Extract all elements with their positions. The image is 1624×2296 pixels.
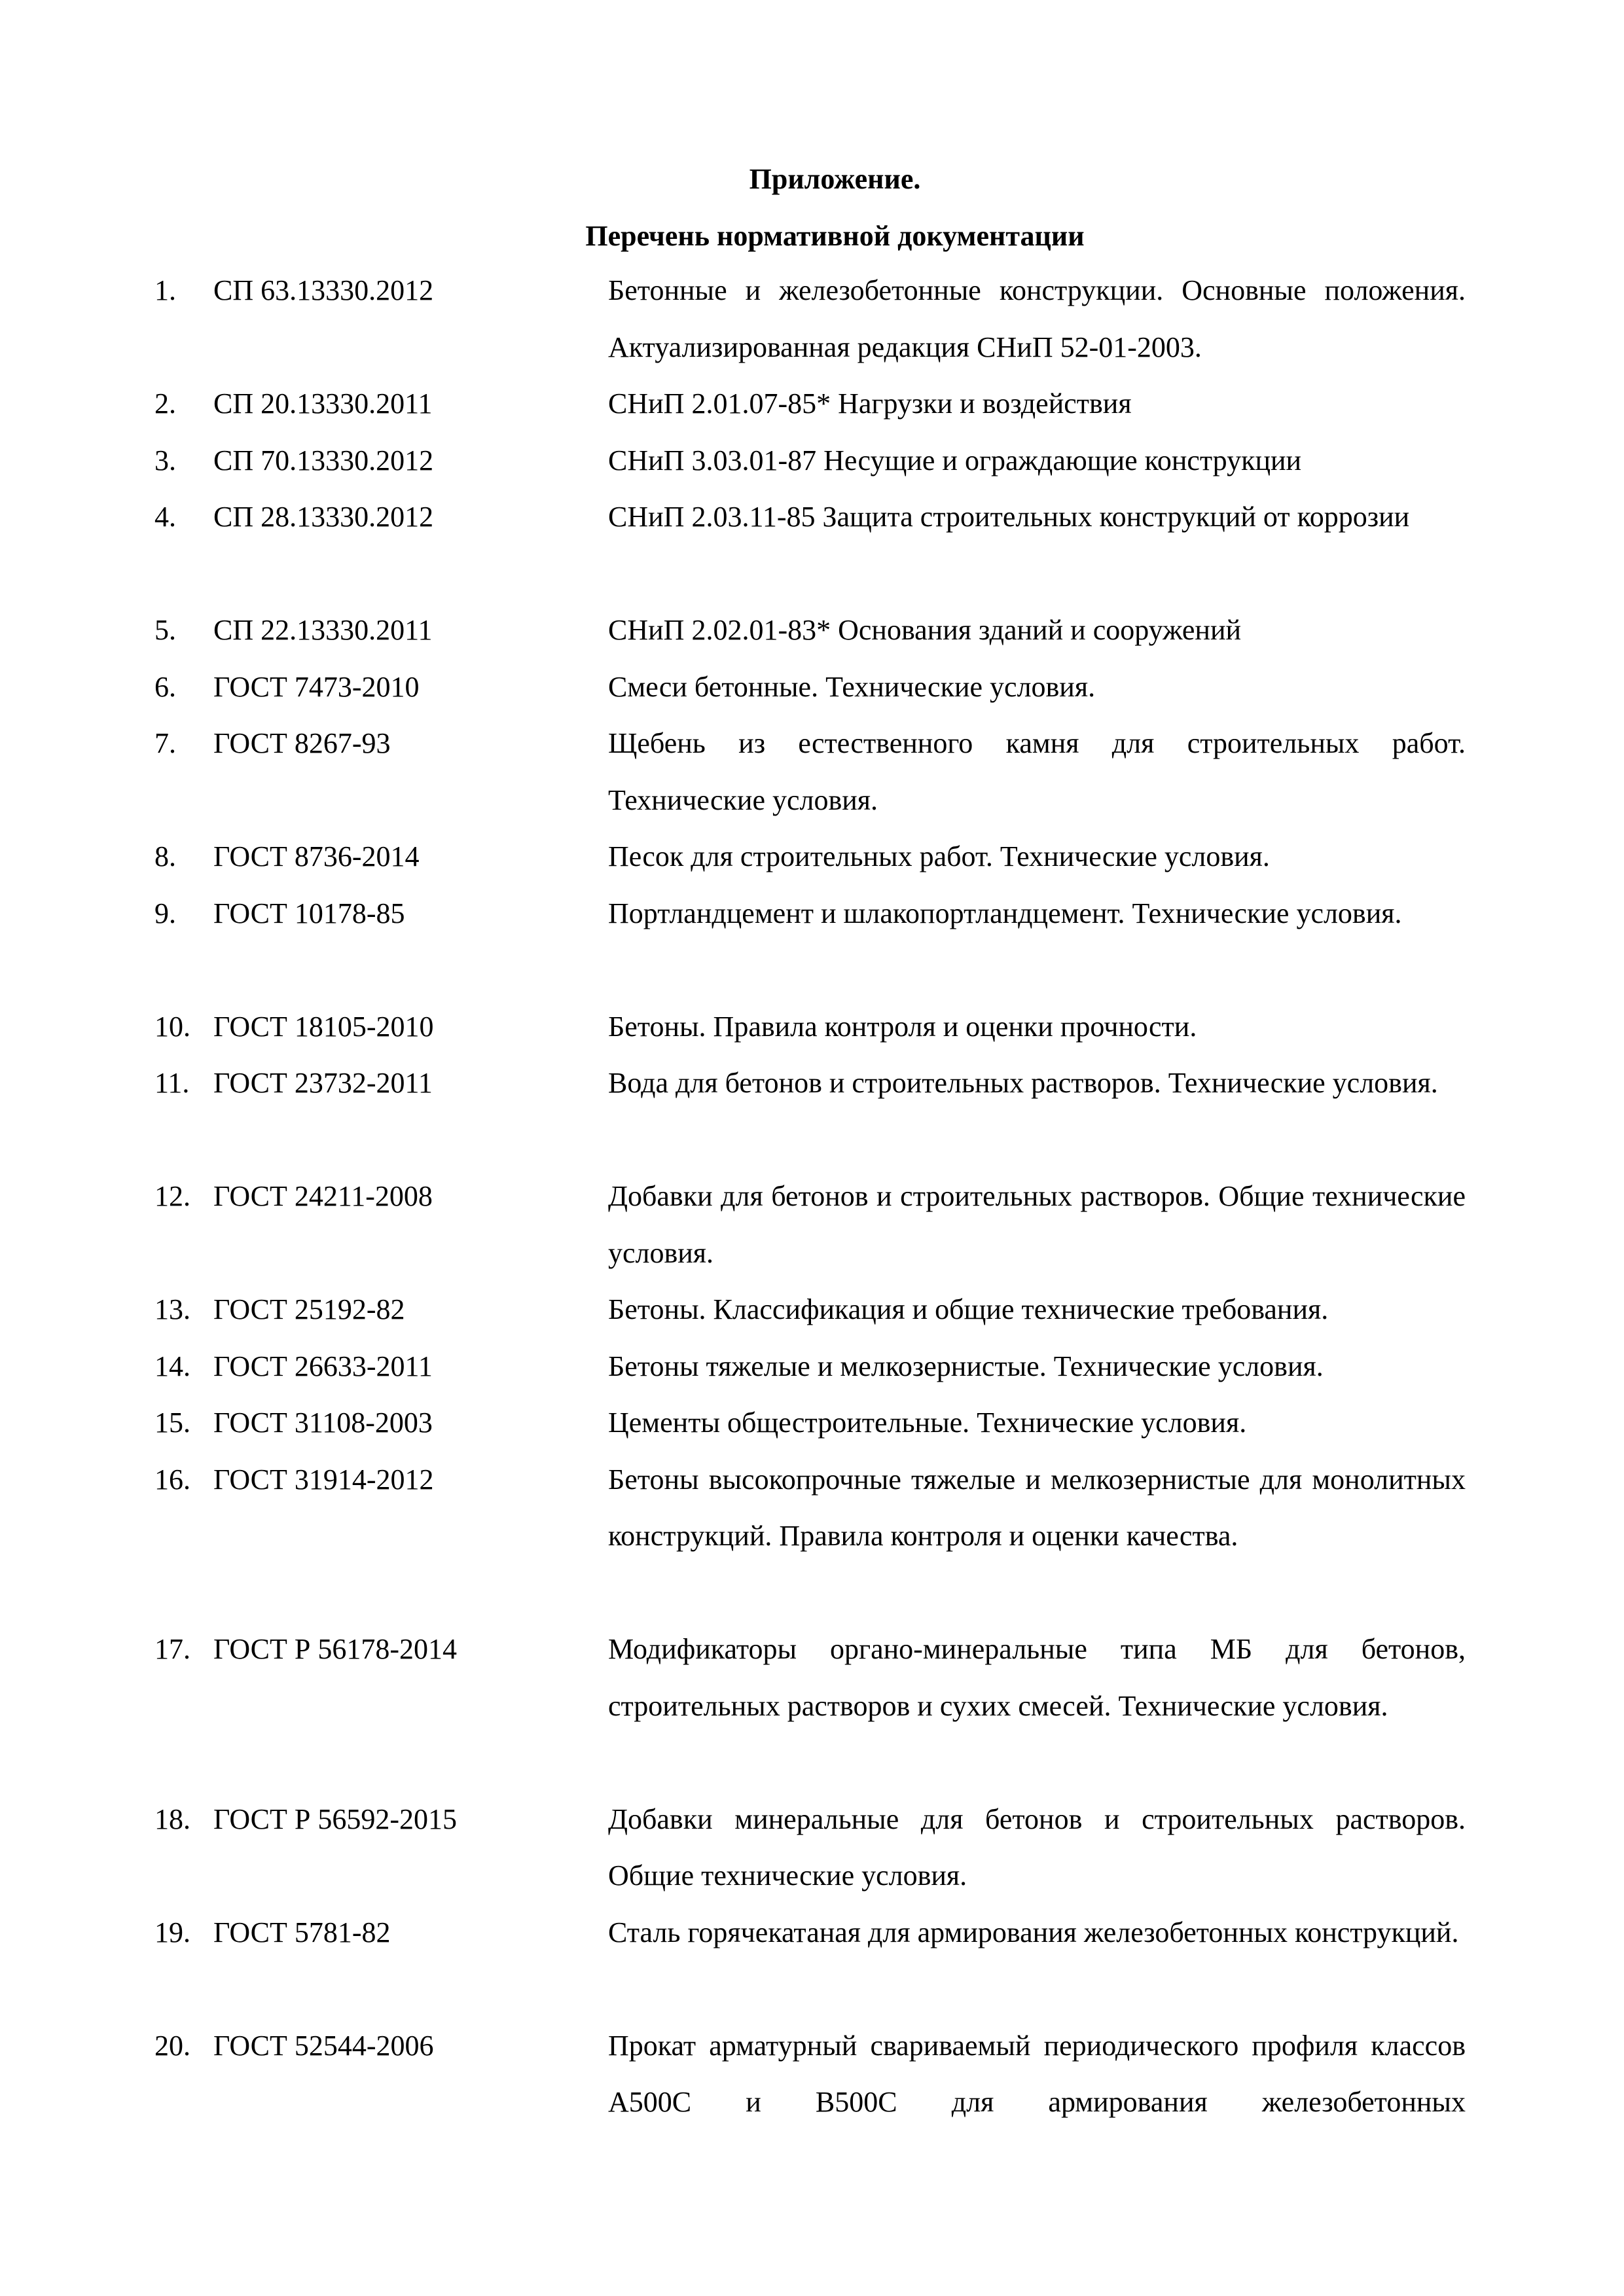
- entry-number: 6.: [154, 670, 176, 703]
- entry-title: Бетоны высокопрочные тяжелые и мелкозернистые для монолитных конструкций. Правила контроля и оценки качества.: [608, 1463, 1466, 1552]
- entry-title: Модификаторы органо-минеральные типа МБ для бетонов, строительных растворов и сухих смесей. Технические условия.: [608, 1633, 1466, 1722]
- entry-number: 8.: [154, 840, 176, 872]
- entry-title: Портландцемент и шлакопортландцемент. Технические условия.: [608, 897, 1402, 929]
- entry-title: Добавки минеральные для бетонов и строительных растворов. Общие технические условия.: [608, 1803, 1466, 1892]
- entry-title: Бетоны. Классификация и общие технические требования.: [608, 1293, 1329, 1325]
- entry-code: ГОСТ 52544-2006: [213, 2029, 434, 2062]
- entry-title: Цементы общестроительные. Технические условия.: [608, 1407, 1247, 1439]
- entry-code: ГОСТ 8267-93: [213, 727, 391, 759]
- entry-title: Прокат арматурный свариваемый периодического профиля классов А500С и В500С для армирования железобетонных: [608, 2029, 1466, 2118]
- entry-number: 13.: [154, 1293, 190, 1325]
- entry-number: 11.: [154, 1067, 190, 1099]
- entry-number: 17.: [154, 1633, 190, 1665]
- entry-code: ГОСТ 31914-2012: [213, 1463, 434, 1496]
- entry-title: Щебень из естественного камня для строительных работ. Технические условия.: [608, 727, 1466, 816]
- entry-number: 5.: [154, 614, 176, 646]
- entry-number: 14.: [154, 1350, 190, 1382]
- entry-code: СП 63.13330.2012: [213, 274, 434, 306]
- entry-code: ГОСТ 31108-2003: [213, 1407, 433, 1439]
- entry-title: Вода для бетонов и строительных растворов. Технические условия.: [608, 1067, 1438, 1099]
- entry-code: СП 20.13330.2011: [213, 387, 433, 420]
- entry-title: СНиП 3.03.01-87 Несущие и ограждающие конструкции: [608, 444, 1302, 476]
- entry-number: 4.: [154, 501, 176, 533]
- entry-code: ГОСТ 25192-82: [213, 1293, 405, 1325]
- entry-title: СНиП 2.03.11-85 Защита строительных конструкций от коррозии: [608, 501, 1410, 533]
- entry-number: 9.: [154, 897, 176, 929]
- entry-code: ГОСТ Р 56592-2015: [213, 1803, 458, 1835]
- entry-title: Бетоны тяжелые и мелкозернистые. Технические условия.: [608, 1350, 1324, 1382]
- entry-title: СНиП 2.01.07-85* Нагрузки и воздействия: [608, 387, 1132, 420]
- document-list-title: Перечень нормативной документации: [585, 220, 1085, 252]
- appendix-title: Приложение.: [749, 163, 921, 195]
- entry-number: 16.: [154, 1463, 190, 1496]
- entry-code: ГОСТ 24211-2008: [213, 1180, 433, 1212]
- entry-code: ГОСТ 18105-2010: [213, 1010, 434, 1043]
- entry-number: 20.: [154, 2029, 190, 2062]
- entry-code: СП 22.13330.2011: [213, 614, 433, 646]
- entry-title: Добавки для бетонов и строительных растворов. Общие технические условия.: [608, 1180, 1466, 1269]
- entry-title: СНиП 2.02.01-83* Основания зданий и сооружений: [608, 614, 1242, 646]
- entry-number: 2.: [154, 387, 176, 420]
- entry-number: 7.: [154, 727, 176, 759]
- entry-title: Сталь горячекатаная для армирования железобетонных конструкций.: [608, 1916, 1459, 1948]
- entry-number: 15.: [154, 1407, 190, 1439]
- entry-number: 18.: [154, 1803, 190, 1835]
- entry-code: ГОСТ 5781-82: [213, 1916, 391, 1948]
- entry-code: ГОСТ 26633-2011: [213, 1350, 433, 1382]
- entry-code: ГОСТ 23732-2011: [213, 1067, 433, 1099]
- entry-number: 12.: [154, 1180, 190, 1212]
- entry-title: Бетоны. Правила контроля и оценки прочности.: [608, 1010, 1197, 1043]
- entry-title: Смеси бетонные. Технические условия.: [608, 670, 1096, 703]
- entry-number: 10.: [154, 1010, 190, 1043]
- entry-title: Бетонные и железобетонные конструкции. Основные положения. Актуализированная редакция СНиП 52-01-2003.: [608, 274, 1466, 363]
- entry-code: ГОСТ 7473-2010: [213, 670, 420, 703]
- entry-code: ГОСТ Р 56178-2014: [213, 1633, 458, 1665]
- entry-number: 3.: [154, 444, 176, 476]
- entry-code: СП 70.13330.2012: [213, 444, 434, 476]
- entry-number: 19.: [154, 1916, 190, 1948]
- entry-code: ГОСТ 8736-2014: [213, 840, 420, 872]
- entry-code: ГОСТ 10178-85: [213, 897, 405, 929]
- entry-code: СП 28.13330.2012: [213, 501, 434, 533]
- entry-number: 1.: [154, 274, 176, 306]
- entry-title: Песок для строительных работ. Технические условия.: [608, 840, 1270, 872]
